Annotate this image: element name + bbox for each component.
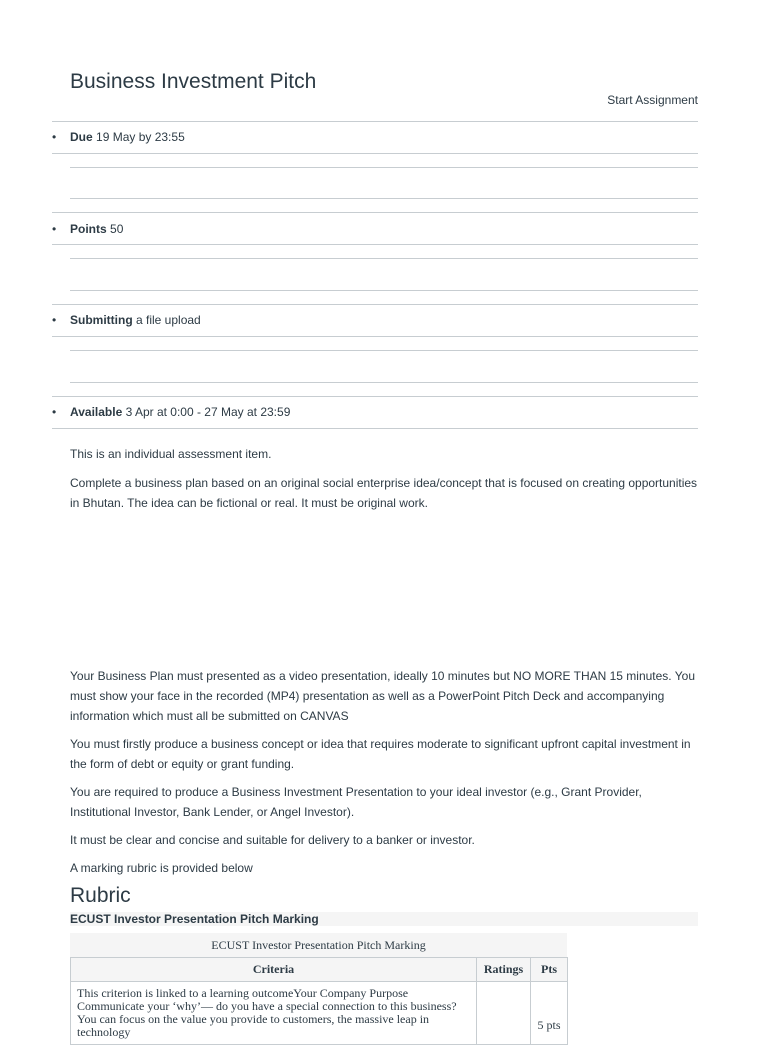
divider	[70, 382, 698, 383]
criteria-header: Criteria	[71, 958, 477, 982]
list-bullet: •	[52, 130, 57, 144]
divider	[52, 336, 698, 337]
page-title: Business Investment Pitch	[70, 70, 317, 93]
rubric-table	[70, 933, 567, 1045]
submitting-item	[52, 313, 201, 327]
start-assignment-button[interactable]: Start Assignment	[607, 93, 698, 107]
divider	[52, 396, 698, 397]
list-bullet: •	[52, 222, 57, 236]
points-value: 50	[110, 222, 124, 236]
due-item	[52, 130, 185, 144]
due-value: 19 May by 23:55	[96, 130, 185, 144]
divider	[70, 350, 698, 351]
rubric-caption: ECUST Investor Presentation Pitch Marking	[70, 933, 567, 957]
divider	[52, 428, 698, 429]
description-paragraph: It must be clear and concise and suitable for delivery to a banker or investor.	[70, 833, 475, 847]
points-item	[52, 222, 123, 236]
divider	[52, 121, 698, 122]
available-value: 3 Apr at 0:00 - 27 May at 23:59	[125, 405, 291, 419]
submitting-value: a file upload	[136, 313, 201, 327]
description-paragraph: You are required to produce a Business Investment Presentation to your ideal investor (e.g., Grant Provider, Institutional Investor, Bank Lender, or Angel Investor).	[70, 785, 642, 819]
divider	[70, 258, 698, 259]
points-label: Points	[70, 222, 107, 236]
divider	[70, 290, 698, 291]
divider	[52, 212, 698, 213]
rubric-heading: Rubric	[70, 884, 131, 907]
divider	[52, 304, 698, 305]
criterion-ratings	[477, 982, 531, 1045]
description-paragraph: A marking rubric is provided below	[70, 861, 253, 875]
available-label: Available	[70, 405, 123, 419]
criterion-points: 5 pts	[531, 982, 568, 1045]
list-bullet: •	[52, 405, 57, 419]
criterion-description: This criterion is linked to a learning outcomeYour Company Purpose Communicate your ‘why’— do you have a special connection to this business? You can focus on the value you provide to customers, the massive leap in technology	[71, 982, 477, 1045]
description-paragraph: Complete a business plan based on an original social enterprise idea/concept that is focused on creating opportunities in Bhutan. The idea can be fictional or real. It must be original work.	[70, 476, 698, 510]
divider	[52, 153, 698, 154]
description-paragraph: This is an individual assessment item.	[70, 447, 272, 461]
pts-header: Pts	[531, 958, 568, 982]
divider	[70, 198, 698, 199]
rubric-name: ECUST Investor Presentation Pitch Marking	[70, 912, 698, 926]
available-item	[52, 405, 290, 419]
ratings-header: Ratings	[477, 958, 531, 982]
description-paragraph: Your Business Plan must presented as a video presentation, ideally 10 minutes but NO MORE THAN 15 minutes. You must show your face in the recorded (MP4) presentation as well as a PowerPoint Pitch Deck and accompanying information which must all be submitted on CANVAS	[70, 669, 696, 723]
submitting-label: Submitting	[70, 313, 133, 327]
list-bullet: •	[52, 313, 57, 327]
table-row	[71, 982, 568, 1045]
description-paragraph: You must firstly produce a business concept or idea that requires moderate to significant upfront capital investment in the form of debt or equity or grant funding.	[70, 737, 691, 771]
due-label: Due	[70, 130, 93, 144]
divider	[70, 167, 698, 168]
divider	[52, 244, 698, 245]
